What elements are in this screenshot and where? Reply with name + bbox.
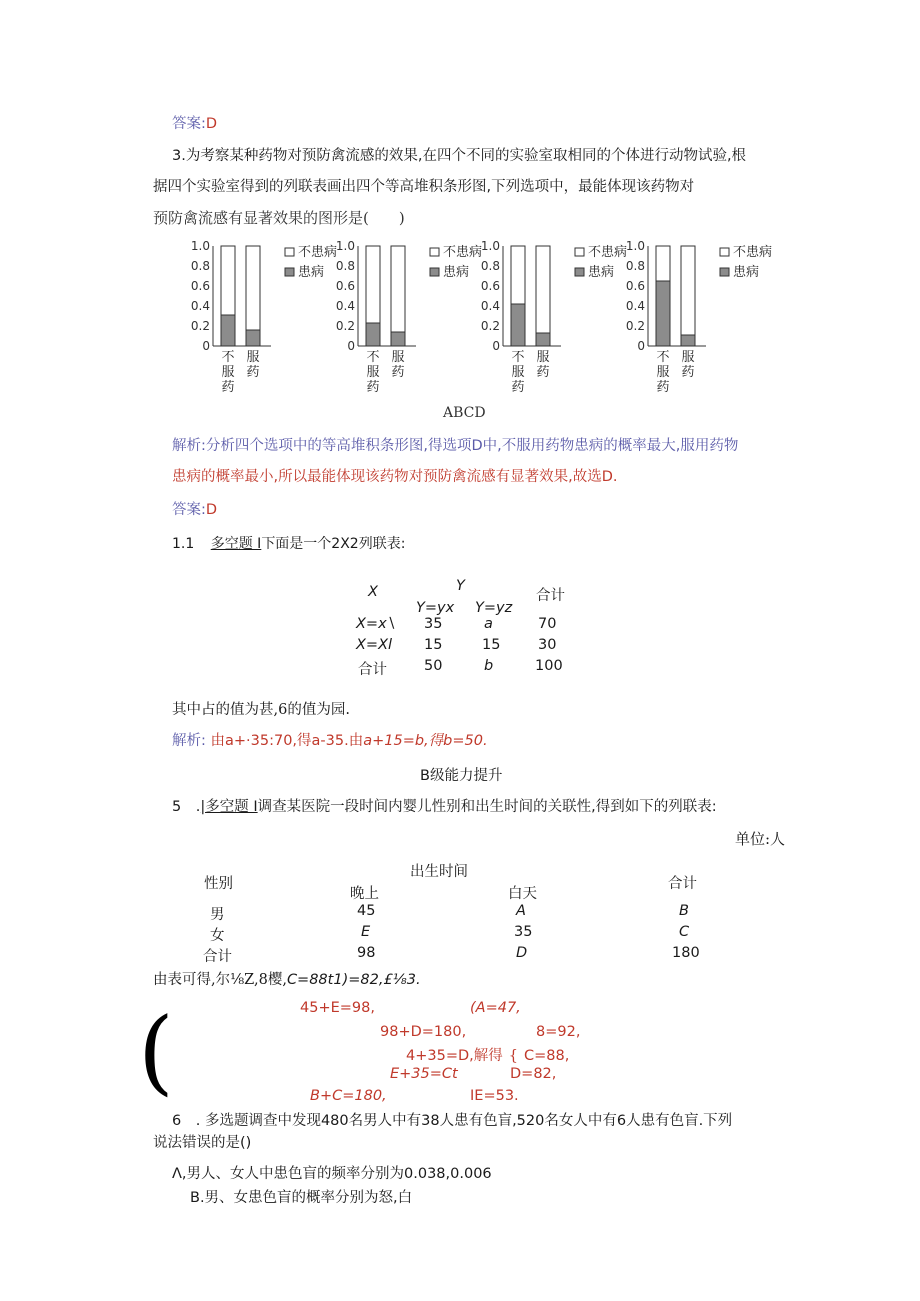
y-tick-label: 1.0 xyxy=(190,239,210,253)
legend-swatch-no-disease xyxy=(575,248,584,256)
brace: { xyxy=(508,1048,518,1064)
bar-segment-disease xyxy=(681,335,695,346)
answer-line xyxy=(172,112,217,133)
y-tick-label: 0.2 xyxy=(335,319,355,333)
x-category-label: 服 xyxy=(656,365,670,380)
x-category-label: 服 xyxy=(221,365,235,380)
legend-label-disease: 患病 xyxy=(733,265,760,280)
row-label: 合计 xyxy=(203,949,232,965)
cell: 50 xyxy=(424,658,443,674)
y-tick-label: 0 xyxy=(492,339,500,353)
legend-swatch-no-disease xyxy=(285,248,294,256)
y-tick-label: 1.0 xyxy=(625,239,645,253)
row-label: 合计 xyxy=(358,662,387,678)
equation-4: E+35=Ct xyxy=(390,1066,458,1082)
x-category-label: 药 xyxy=(656,380,670,395)
question-4-result: 其中占的值为甚,6的值为园. xyxy=(172,702,350,718)
y-tick-label: 0 xyxy=(637,339,645,353)
y-tick-label: 0.4 xyxy=(190,299,210,313)
x-category-label: 服 xyxy=(391,350,405,365)
analysis-label: 解析: xyxy=(172,733,206,749)
bar-segment-no-disease xyxy=(536,246,550,333)
bar-segment-no-disease xyxy=(221,246,235,315)
row-label: X=x∖ xyxy=(356,616,396,632)
header-day: 白天 xyxy=(508,886,537,902)
cell: B xyxy=(679,903,689,919)
cell: 35 xyxy=(514,924,533,940)
y-tick-label: 0.4 xyxy=(335,299,355,313)
x-category-label: 药 xyxy=(511,380,525,395)
result-1: (A=47, xyxy=(470,1000,521,1016)
option-a: Λ,男人、女人中患色盲的频率分别为0.038,0.006 xyxy=(172,1166,492,1182)
cell: 15 xyxy=(424,637,443,653)
question-tag: 多空题 I xyxy=(210,536,262,552)
answer-value: D xyxy=(205,502,218,518)
cell: 30 xyxy=(538,637,557,653)
question-3-line-2: 据四个实验室得到的列联表画出四个等高堆积条形图,下列选项中，最能体现该药物对 xyxy=(153,179,695,195)
bar-segment-no-disease xyxy=(511,246,525,304)
bar-segment-no-disease xyxy=(366,246,380,323)
equation-5-text: B+C=180, xyxy=(310,1088,387,1104)
result-3: C=88, xyxy=(523,1048,570,1064)
bar-segment-disease xyxy=(366,323,380,346)
header-y1: Y=yx xyxy=(416,600,455,616)
legend-swatch-disease xyxy=(720,268,729,276)
y-tick-label: 0.2 xyxy=(190,319,210,333)
cell: 45 xyxy=(357,903,376,919)
answer-line-2 xyxy=(172,498,217,519)
equation-3 xyxy=(406,1044,569,1065)
x-category-label: 服 xyxy=(681,350,695,365)
cell: a xyxy=(484,616,493,632)
analysis-line-2: 患病的概率最小,所以最能体现该药物对预防禽流感有显著效果,故选D. xyxy=(172,469,618,485)
result-4: D=82, xyxy=(510,1066,557,1082)
y-tick-label: 0.8 xyxy=(625,259,645,273)
y-tick-label: 0.4 xyxy=(480,299,500,313)
question-3-line-1: 3.为考察某种药物对预防禽流感的效果,在四个不同的实验室取相同的个体进行动物试验,根 xyxy=(172,148,747,164)
legend-swatch-disease xyxy=(285,268,294,276)
x-category-label: 不 xyxy=(221,350,235,365)
question-text: 调查某医院一段时间内婴儿性别和出生时间的关联性,得到如下的列联表: xyxy=(257,799,717,815)
section-title: B级能力提升 xyxy=(420,768,503,784)
result-2: 8=92, xyxy=(536,1024,581,1040)
option-b: B.男、女患色盲的概率分别为怒,白 xyxy=(190,1190,413,1206)
header-birth-time: 出生时间 xyxy=(410,864,468,880)
bar-segment-no-disease xyxy=(656,246,670,281)
question-4-analysis xyxy=(172,731,488,751)
cell: 15 xyxy=(482,637,501,653)
equation-5 xyxy=(310,1088,387,1104)
legend-label-disease: 患病 xyxy=(588,265,615,280)
header-y: Y xyxy=(456,578,465,594)
legend-label-no-disease: 不患病 xyxy=(443,245,483,260)
legend-swatch-disease xyxy=(430,268,439,276)
result-values: C=88t1)=82,£⅛3. xyxy=(286,972,421,988)
question-4-header xyxy=(172,533,405,553)
bar-segment-no-disease xyxy=(391,246,405,332)
unit-label: 单位:人 xyxy=(735,830,786,848)
cell: E xyxy=(361,924,371,940)
x-category-label: 药 xyxy=(536,365,550,380)
y-tick-label: 0.4 xyxy=(625,299,645,313)
large-parenthesis: ( xyxy=(138,998,174,1105)
bar-segment-disease xyxy=(246,330,260,346)
question-text: 下面是一个2X2列联表: xyxy=(261,536,406,552)
y-tick-label: 0.2 xyxy=(625,319,645,333)
analysis-text: 解析:分析四个选项中的等高堆积条形图,得选项D中,不服用药物患病的概率最大,服用药物 xyxy=(172,438,739,454)
y-tick-label: 1.0 xyxy=(480,239,500,253)
stacked-bar-charts xyxy=(185,238,797,400)
bar-segment-no-disease xyxy=(681,246,695,335)
header-total: 合计 xyxy=(536,588,565,604)
equation-3-text: 4+35=D, xyxy=(406,1048,474,1064)
answer-value: D xyxy=(205,116,218,132)
y-tick-label: 0.6 xyxy=(190,279,210,293)
x-category-label: 不 xyxy=(511,350,525,365)
cell: D xyxy=(516,945,528,961)
cell: 180 xyxy=(672,945,700,961)
x-category-label: 药 xyxy=(221,380,235,395)
row-label: 男 xyxy=(210,907,225,923)
question-5-result xyxy=(153,970,421,990)
question-number: 1.1 xyxy=(172,536,195,552)
analysis-line-1 xyxy=(172,436,738,456)
legend-swatch-no-disease xyxy=(720,248,729,256)
cell: 98 xyxy=(357,945,376,961)
legend-label-no-disease: 不患病 xyxy=(733,245,773,260)
y-tick-label: 1.0 xyxy=(335,239,355,253)
equation-2: 98+D=180, xyxy=(380,1024,467,1040)
solve-label: 解得 xyxy=(473,1048,503,1064)
question-number: 5 . xyxy=(172,799,201,815)
charts-svg xyxy=(185,238,797,400)
analysis-part-a: 由a+·35:70,得a-35.由 xyxy=(210,733,364,749)
question-6-line-1: 6 . 多选题调查中发现480名男人中有38人患有色盲,520名女人中有6人患有色盲.下列 xyxy=(172,1113,733,1129)
cell: A xyxy=(516,903,526,919)
equation-1: 45+E=98, xyxy=(300,1000,375,1016)
bar-segment-disease xyxy=(656,281,670,346)
legend-swatch-disease xyxy=(575,268,584,276)
answer-label: 答案: xyxy=(172,502,206,518)
cell: 35 xyxy=(424,616,443,632)
y-tick-label: 0.6 xyxy=(335,279,355,293)
x-category-label: 不 xyxy=(366,350,380,365)
cell: C xyxy=(679,924,690,940)
x-category-label: 服 xyxy=(511,365,525,380)
bar-segment-disease xyxy=(391,332,405,346)
result-5: IE=53. xyxy=(470,1088,519,1104)
y-tick-label: 0.6 xyxy=(625,279,645,293)
y-tick-label: 0.2 xyxy=(480,319,500,333)
x-category-label: 药 xyxy=(681,365,695,380)
header-gender: 性别 xyxy=(204,876,233,892)
chart-caption: ABCD xyxy=(443,405,486,421)
cell: 70 xyxy=(538,616,557,632)
header-y2: Y=yz xyxy=(475,600,513,616)
y-tick-label: 0 xyxy=(347,339,355,353)
x-category-label: 不 xyxy=(656,350,670,365)
header-night: 晚上 xyxy=(350,886,379,902)
question-6-line-2: 说法错误的是() xyxy=(153,1135,252,1151)
x-category-label: 药 xyxy=(246,365,260,380)
header-total: 合计 xyxy=(668,876,697,892)
bar-segment-disease xyxy=(221,315,235,346)
y-tick-label: 0.8 xyxy=(190,259,210,273)
legend-swatch-no-disease xyxy=(430,248,439,256)
y-tick-label: 0 xyxy=(202,339,210,353)
y-tick-label: 0.6 xyxy=(480,279,500,293)
question-tag: |多空题 I xyxy=(200,799,258,815)
cell: 100 xyxy=(535,658,563,674)
x-category-label: 服 xyxy=(246,350,260,365)
row-label: X=Xl xyxy=(356,637,393,653)
y-tick-label: 0.8 xyxy=(480,259,500,273)
legend-label-disease: 患病 xyxy=(443,265,470,280)
header-x: X xyxy=(368,584,378,600)
question-3-line-3: 预防禽流感有显著效果的图形是( ) xyxy=(153,209,405,227)
x-category-label: 服 xyxy=(366,365,380,380)
x-category-label: 药 xyxy=(391,365,405,380)
bar-segment-disease xyxy=(536,333,550,346)
x-category-label: 服 xyxy=(536,350,550,365)
answer-label: 答案: xyxy=(172,116,206,132)
bar-segment-no-disease xyxy=(246,246,260,330)
result-text: 由表可得,尔⅛Z,8樱, xyxy=(153,972,287,988)
legend-label-disease: 患病 xyxy=(298,265,325,280)
bar-segment-disease xyxy=(511,304,525,346)
cell: b xyxy=(484,658,494,674)
x-category-label: 药 xyxy=(366,380,380,395)
row-label: 女 xyxy=(210,928,225,944)
legend-label-no-disease: 不患病 xyxy=(588,245,628,260)
question-5-header xyxy=(172,797,717,817)
y-tick-label: 0.8 xyxy=(335,259,355,273)
legend-label-no-disease: 不患病 xyxy=(298,245,338,260)
analysis-part-b: a+15=b,得b=50. xyxy=(363,733,488,749)
